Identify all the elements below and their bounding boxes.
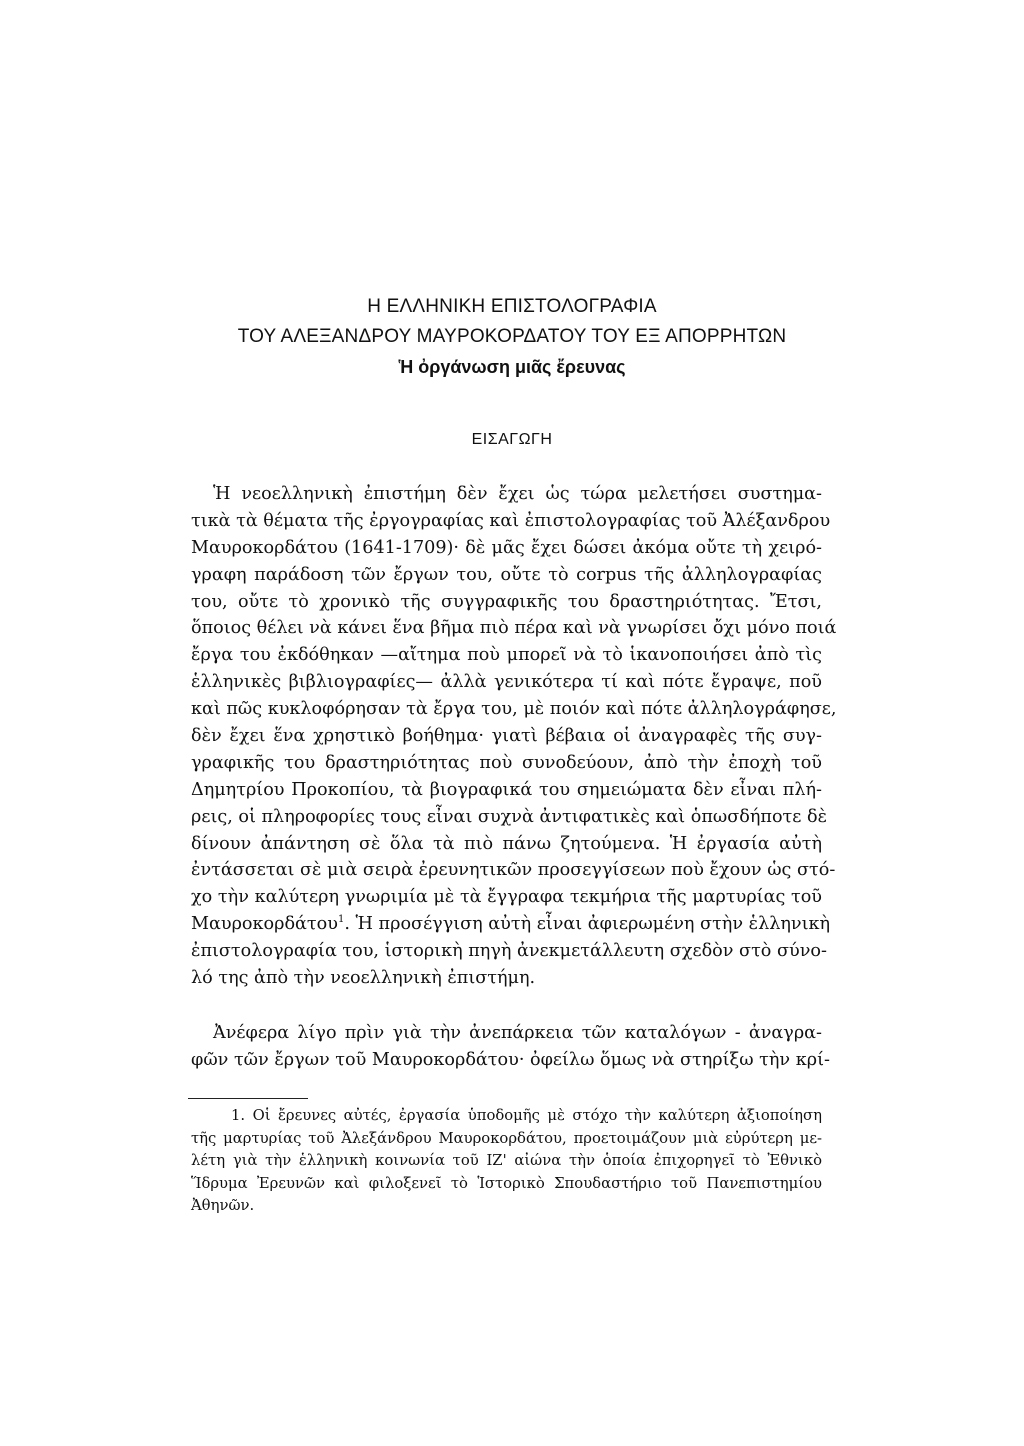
title-line-2: ΤΟΥ ΑΛΕΞΑΝΔΡΟΥ ΜΑΥΡΟΚΟΡΔΑΤΟΥ ΤΟΥ ΕΞ ΑΠΟΡΡΗΤΩΝ <box>237 326 787 347</box>
text-line: καὶ πῶς κυκλοφόρησαν τὰ ἔργα του, μὲ ποιόν καὶ πότε ἀλληλογράφησε, <box>191 699 837 720</box>
text-line: χο τὴν καλύτερη γνωριμία μὲ τὰ ἔγγραφα τεκμήρια τῆς μαρτυρίας τοῦ <box>191 887 822 908</box>
text-line: ὅποιος θέλει νὰ κάνει ἕνα βῆμα πιὸ πέρα καὶ νὰ γνωρίσει ὄχι μόνο ποιά <box>191 618 837 639</box>
text-line: ἐπιστολογραφία του, ἱστορικὴ πηγὴ ἀνεκμετάλλευτη σχεδὸν στὸ σύνο- <box>191 941 827 962</box>
subtitle: Ἡ ὀργάνωση μιᾶς ἔρευνας <box>398 357 626 377</box>
title-block <box>200 292 824 382</box>
text-line: δίνουν ἀπάντηση σὲ ὅλα τὰ πιὸ πάνω ζητούμενα. Ἡ ἐργασία αὐτὴ <box>191 833 822 854</box>
text-line: γραφη παράδοση τῶν ἔργων του, οὔτε τὸ corpus τῆς ἀλληλογραφίας <box>191 564 822 585</box>
text-line: Δημητρίου Προκοπίου, τὰ βιογραφικά του σημειώματα δὲν εἶναι πλή- <box>191 779 822 800</box>
footnote-line: Ἀθηνῶν. <box>191 1197 255 1215</box>
text-line: γραφικῆς του δραστηριότητας ποὺ συνοδεύουν, ἀπὸ τὴν ἐποχὴ τοῦ <box>191 752 822 773</box>
text-line: του, οὔτε τὸ χρονικὸ τῆς συγγραφικῆς του δραστηριότητας. Ἔτσι, <box>191 591 822 612</box>
text-line: ἐντάσσεται σὲ μιὰ σειρὰ ἐρευνητικῶν προσεγγίσεων ποὺ ἔχουν ὡς στό- <box>191 860 836 881</box>
footnote-line: 1. Οἱ ἔρευνες αὐτές, ἐργασία ὑποδομῆς μὲ στόχο τὴν καλύτερη ἀξιοποίηση <box>231 1107 822 1124</box>
text-line-with-footnote-ref <box>191 911 831 938</box>
text-fragment: . Ἡ προσέγγιση αὐτὴ εἶναι ἀφιερωμένη στὴν ἑλληνικὴ <box>344 914 831 935</box>
paragraph-2 <box>191 1020 830 1074</box>
paragraph-1 <box>191 481 837 992</box>
text-line: Μαυροκορδάτου (1641-1709)· δὲ μᾶς ἔχει δώσει ἀκόμα οὔτε τὴ χειρό- <box>191 537 822 558</box>
footnote-line: λέτη γιὰ τὴν ἑλληνικὴ κοινωνία τοῦ ΙΖ' αἰώνα τὴν ὁποία ἐπιχορηγεῖ τὸ Ἐθνικὸ <box>191 1152 822 1170</box>
text-line: λό της ἀπὸ τὴν νεοελληνικὴ ἐπιστήμη. <box>191 968 536 989</box>
footnote <box>191 1105 822 1218</box>
text-fragment: Μαυροκορδάτου <box>191 914 338 935</box>
footnote-line: τῆς μαρτυρίας τοῦ Ἀλεξάνδρου Μαυροκορδάτου, προετοιμάζουν μιὰ εὐρύτερη με- <box>191 1129 822 1147</box>
text-line: ἑλληνικὲς βιβλιογραφίες— ἀλλὰ γενικότερα τί καὶ πότε ἔγραψε, ποῦ <box>191 672 822 693</box>
text-line: φῶν τῶν ἔργων τοῦ Μαυροκορδάτου· ὀφείλω ὅμως νὰ στηρίξω τὴν κρί- <box>191 1049 830 1070</box>
text-line: Ἀνέφερα λίγο πρὶν γιὰ τὴν ἀνεπάρκεια τῶν καταλόγων - ἀναγρα- <box>213 1023 822 1043</box>
section-heading: ΕΙΣΑΓΩΓΗ <box>471 431 553 448</box>
text-line: δὲν ἔχει ἕνα χρηστικὸ βοήθημα· γιατὶ βέβαια οἱ ἀναγραφὲς τῆς συγ- <box>191 726 822 747</box>
footnote-divider <box>188 1098 308 1099</box>
title-line-1: Η ΕΛΛΗΝΙΚΗ ΕΠΙΣΤΟΛΟΓΡΑΦΙΑ <box>367 296 657 317</box>
text-line: Ἡ νεοελληνικὴ ἐπιστήμη δὲν ἔχει ὡς τώρα μελετήσει συστημα- <box>213 484 822 504</box>
text-line: ρεις, οἱ πληροφορίες τους εἶναι συχνὰ ἀντιφατικὲς καὶ ὁπωσδήποτε δὲ <box>191 806 828 827</box>
text-line: ἔργα του ἐκδόθηκαν —αἴτημα ποὺ μπορεῖ νὰ τὸ ἱκανοποιήσει ἀπὸ τὶς <box>191 645 822 666</box>
footnote-line: Ἵδρυμα Ἐρευνῶν καὶ φιλοξενεῖ τὸ Ἱστορικὸ Σπουδαστήριο τοῦ Πανεπιστημίου <box>191 1174 822 1192</box>
text-line: τικὰ τὰ θέματα τῆς ἐργογραφίας καὶ ἐπιστολογραφίας τοῦ Ἀλέξανδρου <box>191 510 831 531</box>
footnote-reference: 1 <box>337 914 345 926</box>
